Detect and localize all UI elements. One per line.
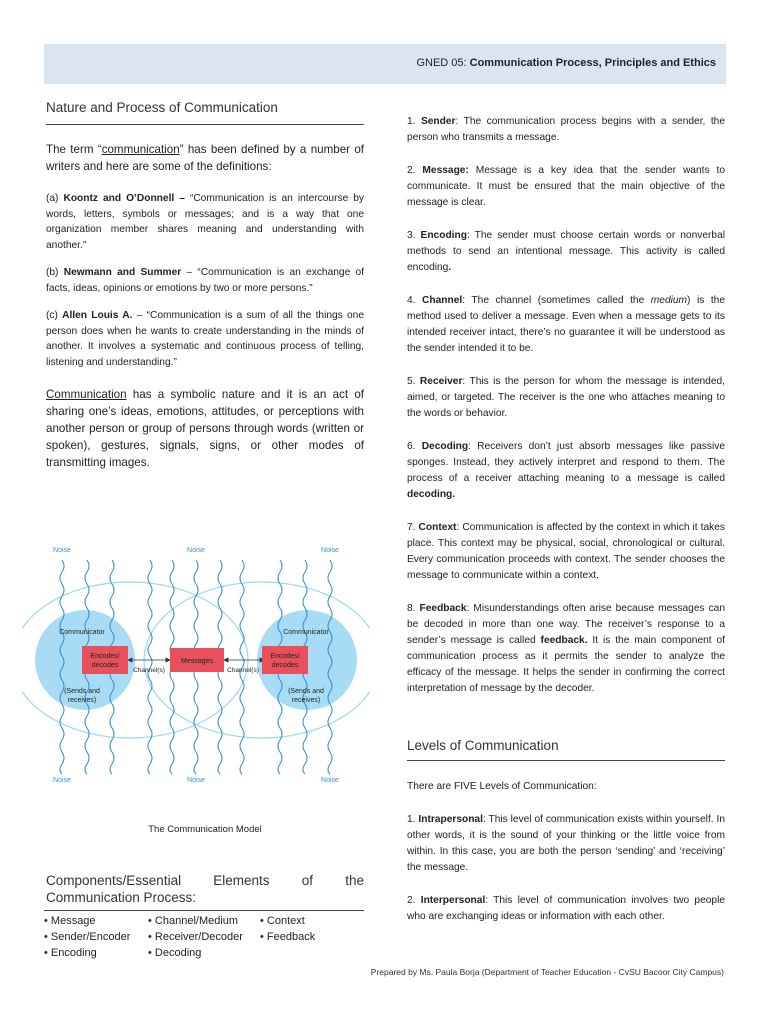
arrowhead [166, 658, 170, 662]
element-message: 2. Message: Message is a key idea that the sender wants to communicate. It must be ensured that the main objective of the message is clear. [407, 165, 725, 208]
element-channel: 4. Channel: The channel (sometimes called the medium) is the method used to deliver a message. Even when a message gets to its intended receiver intact, there’s no guarantee it will be understood as the sender intended it to be. [407, 295, 726, 354]
element-sender: 1. Sender: The communication process begins with a sender, the person who transmits a message. [407, 116, 725, 143]
noise-label-top-left: Noise [53, 547, 71, 554]
term-communication: communication [101, 143, 180, 156]
component-item: • Message [44, 915, 96, 927]
definition-a: (a) Koontz and O’Donnell – “Communication is an intercourse by words, letters, symbols or messages; and is a way that one organization member shares meaning and understanding with another.” [46, 193, 365, 251]
element-context: 7. Context: Communication is affected by the context in which it takes place. This context may be physical, social, chronological or cultural. Every communication proceeds with context. The sender chooses the message to communicate within a context. [407, 522, 725, 581]
component-item: • Context [260, 915, 305, 927]
sends-label-left-2: receives) [67, 697, 97, 704]
definition-b: (b) Newmann and Summer – “Communication is an exchange of facts, ideas, opinions or emotions by two or more persons.” [46, 267, 365, 294]
element-decoding: 6. Decoding: Receivers don’t just absorb messages like passive sponges. Instead, they actively interpret and respond to them. The process of a receiver attaching meaning to a message is called decoding. [407, 441, 725, 500]
page-header [44, 44, 726, 84]
channel-label-left: Channel(s) [133, 667, 165, 674]
component-item: • Decoding [148, 947, 202, 959]
element-receiver: 5. Receiver: This is the person for whom the message is intended, aimed, or targeted. The receiver is the one who attaches meaning to the words or behavior. [407, 376, 725, 419]
diagram-caption: The Communication Model [148, 824, 262, 835]
communication-model-diagram [22, 538, 370, 788]
levels-intro: There are FIVE Levels of Communication: [407, 781, 597, 792]
element-encoding: 3. Encoding: The sender must choose certain words or nonverbal methods to send an intentional message. This activity is called encoding. [407, 230, 725, 273]
section-title-nature: Nature and Process of Communication [46, 100, 278, 115]
component-item: • Encoding [44, 947, 97, 959]
sends-label-right-1: (Sends and [288, 688, 324, 695]
level-intrapersonal: 1. Intrapersonal: This level of communication exists within yourself. In other words, it is the sound of your thinking or the little voice from within. In this case, you are both the person ‘sending’ and ‘receiving’ the message. [407, 814, 725, 873]
component-item: • Feedback [260, 931, 316, 943]
sends-label-left-1: (Sends and [64, 688, 100, 695]
noise-label-bottom-right: Noise [321, 777, 339, 784]
noise-label-top-right: Noise [321, 547, 339, 554]
section-rule [46, 124, 364, 125]
left-column [46, 100, 364, 471]
definition-c: (c) Allen Louis A. – “Communication is a sum of all the things one person does when he wants to create understanding in the minds of another. It involves a systematic and continuous process of telling, listening and understanding.” [46, 310, 364, 368]
encodes-label-right-1: Encodes/ [270, 653, 300, 660]
level-interpersonal: 2. Interpersonal: This level of communication involves two people who are exchanging ideas or information with each other. [407, 895, 725, 922]
component-item: • Receiver/Decoder [148, 931, 243, 943]
encodes-box-right [262, 646, 308, 674]
arrowhead [224, 658, 228, 662]
components-rule [44, 910, 364, 911]
course-title: Communication Process, Principles and Ethics [469, 57, 716, 69]
noise-label-top-center: Noise [187, 547, 205, 554]
levels-section [407, 738, 725, 942]
element-feedback: 8. Feedback: Misunderstandings often arise because messages can be decoded in more than one way. The receiver’s response to a sender’s message is called feedback. It is the main component of communication process as it permits the sender to analyze the efficacy of the message. It helps the sender in confirming the correct interpretation of message by the decoder. [407, 603, 726, 694]
messages-label: Messages [181, 658, 213, 665]
communicator-label-left: Communicator [59, 629, 105, 636]
section-title-levels: Levels of Communication [407, 738, 559, 753]
sends-label-right-2: receives) [291, 697, 321, 704]
encodes-label-right-2: decodes [271, 662, 299, 669]
encodes-label-left-2: decodes [91, 662, 119, 669]
encodes-label-left-1: Encodes/ [90, 653, 120, 660]
right-column [407, 114, 725, 714]
header-title [416, 57, 716, 69]
communicator-label-right: Communicator [283, 629, 329, 636]
component-item: • Channel/Medium [148, 915, 239, 927]
page-footer: Prepared by Ms. Paula Borja (Department of Teacher Education - CvSU Bacoor City Campus) [370, 967, 724, 977]
nature-paragraph: Communication has a symbolic nature and it is an act of sharing one’s ideas, emotions, attitudes, or perceptions with another person or group of persons through words (written or spoken), gestures, signals, signs, or other modes of transmitting images. [46, 388, 364, 469]
channel-label-right: Channel(s) [227, 667, 259, 674]
noise-label-bottom-left: Noise [53, 777, 71, 784]
encodes-box-left [82, 646, 128, 674]
noise-label-bottom-center: Noise [187, 777, 205, 784]
section-rule [407, 760, 725, 761]
components-title: Components/Essential Elements of the Communication Process: [46, 873, 364, 905]
component-item: • Sender/Encoder [44, 931, 131, 943]
course-code: GNED 05: [416, 57, 467, 69]
intro-paragraph: The term “communication” has been defined by a number of writers and here are some of the definitions: [46, 143, 365, 173]
